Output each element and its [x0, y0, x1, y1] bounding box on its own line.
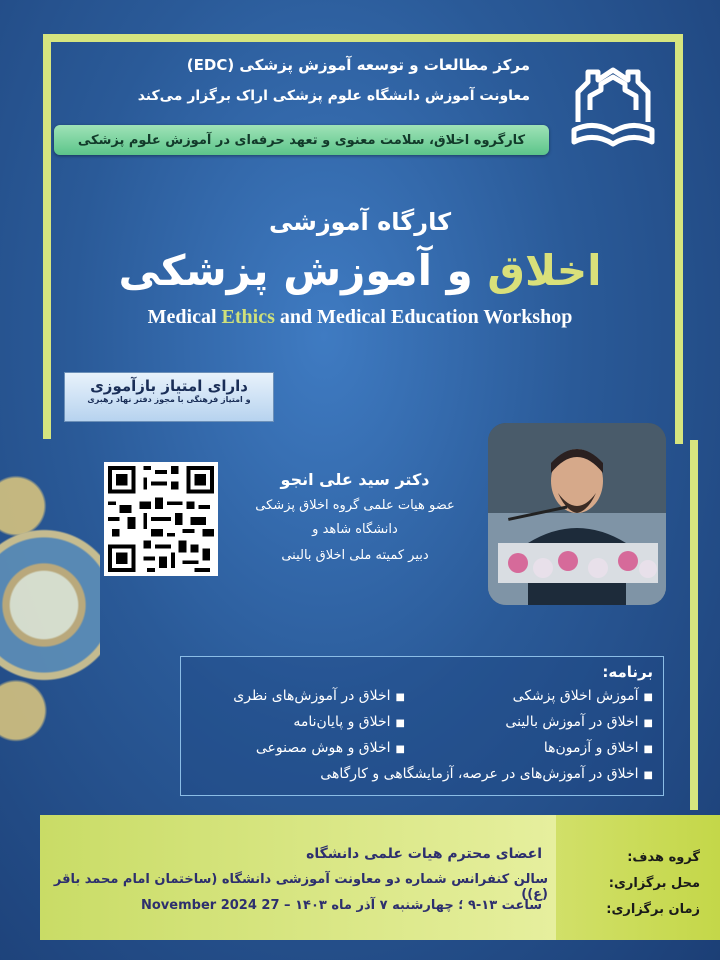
program-item: ■ اخلاق و هوش مصنوعی: [256, 740, 405, 756]
program-item: ■ اخلاق در آموزش‌های در عرصه، آزمایشگاهی و کارگاهی: [320, 766, 653, 782]
university-logo: [566, 62, 660, 150]
title-highlight: اخلاق: [487, 246, 602, 295]
speaker-university: دانشگاه شاهد و: [312, 522, 398, 537]
en-title-highlight: Ethics: [221, 306, 275, 328]
program-item: ■ اخلاق و پایان‌نامه: [293, 714, 405, 730]
workshop-title: [0, 246, 720, 295]
floral-ornament: [0, 440, 100, 770]
target-group-label: گروه هدف:: [627, 850, 700, 865]
program-title: برنامه:: [602, 663, 653, 681]
speaker-affiliation: عضو هیات علمی گروه اخلاق پزشکی: [255, 498, 455, 513]
header-organizer: مرکز مطالعات و توسعه آموزش پزشکی (EDC): [186, 56, 530, 74]
header-host: معاونت آموزش دانشگاه علوم پزشکی اراک برگزار می‌کند: [137, 88, 530, 104]
frame-top: [43, 34, 683, 42]
title-rest: و آموزش پزشکی: [118, 246, 488, 295]
program-item: ■ اخلاق و آزمون‌ها: [544, 740, 653, 756]
venue-label: محل برگزاری:: [608, 876, 700, 891]
speaker-role: دبیر کمیته ملی اخلاق بالینی: [281, 548, 429, 563]
program-item: ■ اخلاق در آموزش بالینی: [505, 714, 653, 730]
time-label: زمان برگزاری:: [606, 902, 700, 917]
badge-sub-text: و امتیاز فرهنگی با مجوز دفتر نهاد رهبری: [87, 395, 251, 404]
english-title: [0, 306, 720, 329]
en-title-part1: Medical: [147, 306, 222, 328]
time-value: ساعت ۱۳-۹ ؛ چهارشنبه ۷ آذر ماه ۱۴۰۳ – 27 November 2024: [141, 898, 542, 913]
venue-value: سالن کنفرانس شماره دو معاونت آموزشی دانشگاه (ساختمان امام محمد باقر (ع)): [53, 872, 548, 902]
target-group-value: اعضای محترم هیات علمی دانشگاه: [306, 846, 542, 862]
en-title-part2: and Medical Education Workshop: [274, 306, 573, 328]
workgroup-banner: کارگروه اخلاق، سلامت معنوی و تعهد حرفه‌ای در آموزش علوم پزشکی: [54, 125, 549, 155]
qr-code: [104, 462, 218, 576]
frame-right: [675, 34, 683, 444]
workshop-subtitle: کارگاه آموزشی: [268, 208, 452, 236]
speaker-name: دکتر سید علی انجو: [280, 470, 430, 489]
cme-badge: [64, 372, 274, 422]
badge-main-text: دارای امتیاز بازآموزی: [90, 377, 248, 395]
program-item: ■ اخلاق در آموزش‌های نظری: [233, 688, 405, 704]
program-item: ■ آموزش اخلاق پزشکی: [513, 688, 653, 704]
frame-right-lower: [690, 440, 698, 810]
speaker-photo: [488, 423, 666, 605]
program-box: [180, 656, 664, 796]
frame-left: [43, 34, 51, 439]
